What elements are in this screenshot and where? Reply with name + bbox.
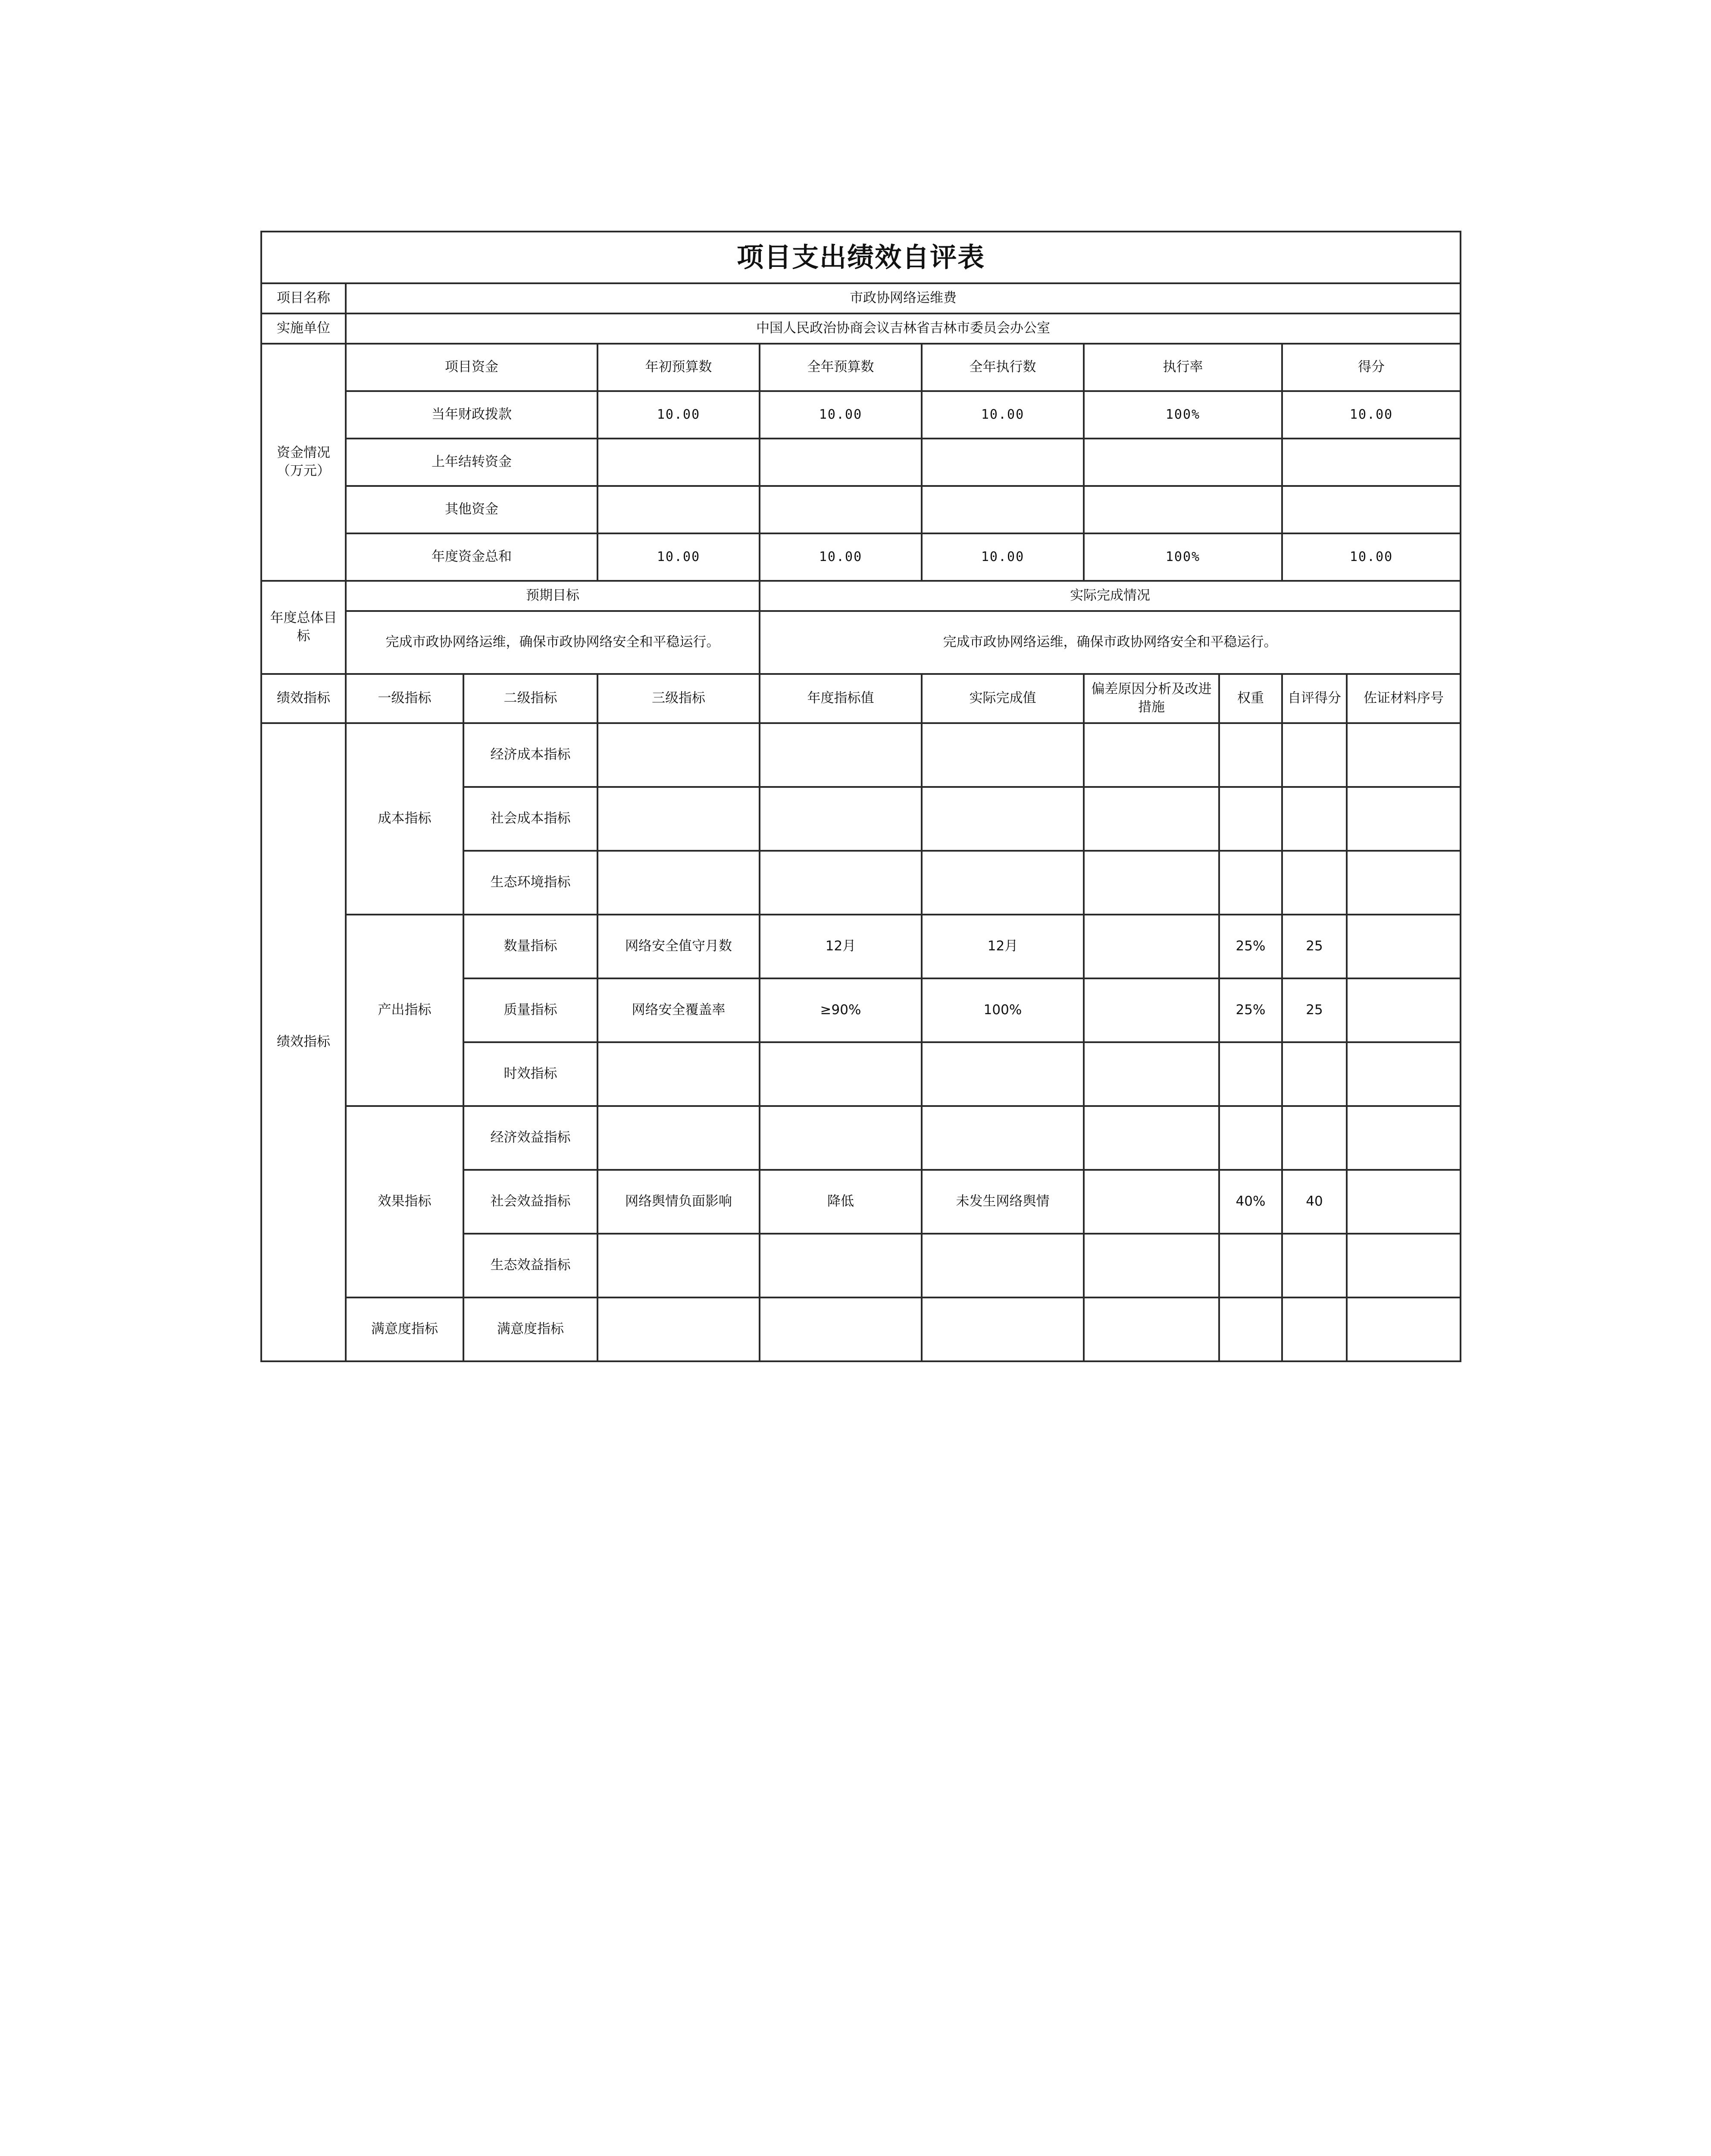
funds-cell: 10.00 [1282,391,1461,439]
indicator-actual: 未发生网络舆情 [922,1170,1084,1234]
table-title: 项目支出绩效自评表 [261,232,1461,283]
goals-expected-header: 预期目标 [346,581,760,611]
indicator-reason [1084,851,1219,915]
indicator-level1: 产出指标 [346,915,463,1106]
indicator-level3 [597,723,760,787]
indicator-level2: 生态环境指标 [463,851,597,915]
indicator-actual [922,1042,1084,1106]
funds-header-annual-budget: 全年预算数 [760,344,922,391]
funds-cell [597,439,760,486]
funds-row-label: 其他资金 [346,486,597,533]
indicator-evidence [1347,915,1461,978]
goals-label: 年度总体目标 [261,581,346,674]
indicator-level2: 数量指标 [463,915,597,978]
indicator-level1: 效果指标 [346,1106,463,1297]
indicator-header-actual: 实际完成值 [922,674,1084,723]
indicator-evidence [1347,851,1461,915]
indicator-level2: 满意度指标 [463,1297,597,1361]
indicator-header-self-score: 自评得分 [1282,674,1347,723]
indicator-header-category: 绩效指标 [261,674,346,723]
indicator-level3 [597,787,760,851]
indicator-evidence [1347,1106,1461,1170]
funds-cell: 100% [1084,391,1282,439]
funds-header-executed: 全年执行数 [922,344,1084,391]
indicator-evidence [1347,1234,1461,1297]
indicator-evidence [1347,1297,1461,1361]
indicator-level2: 生态效益指标 [463,1234,597,1297]
indicator-level2: 经济成本指标 [463,723,597,787]
indicator-level1: 成本指标 [346,723,463,915]
indicator-level2: 质量指标 [463,978,597,1042]
funds-cell [1084,439,1282,486]
indicator-score: 25 [1282,915,1347,978]
goals-expected-text: 完成市政协网络运维，确保市政协网络安全和平稳运行。 [346,611,760,674]
indicator-target [760,851,922,915]
indicator-level3: 网络安全值守月数 [597,915,760,978]
indicator-weight [1219,787,1282,851]
indicator-level3 [597,1297,760,1361]
funds-cell [922,439,1084,486]
project-name-label: 项目名称 [261,283,346,313]
funds-header-execution-rate: 执行率 [1084,344,1282,391]
funds-cell: 10.00 [922,533,1084,581]
goals-actual-header: 实际完成情况 [760,581,1461,611]
indicator-actual [922,787,1084,851]
indicator-score: 40 [1282,1170,1347,1234]
indicator-actual [922,851,1084,915]
performance-evaluation-table-container [260,231,1460,1360]
indicator-weight: 25% [1219,978,1282,1042]
indicator-level3 [597,1106,760,1170]
indicator-level3: 网络安全覆盖率 [597,978,760,1042]
indicator-header-target: 年度指标值 [760,674,922,723]
funds-cell: 10.00 [922,391,1084,439]
performance-evaluation-table [260,231,1461,1362]
indicator-level3 [597,1042,760,1106]
indicator-score [1282,1234,1347,1297]
funds-cell [1084,486,1282,533]
indicator-reason [1084,1297,1219,1361]
indicator-weight: 25% [1219,915,1282,978]
indicator-header-level2: 二级指标 [463,674,597,723]
indicator-header-level3: 三级指标 [597,674,760,723]
funds-cell [1282,439,1461,486]
indicator-header-weight: 权重 [1219,674,1282,723]
indicator-level2: 社会效益指标 [463,1170,597,1234]
indicator-weight: 40% [1219,1170,1282,1234]
funds-cell [1282,486,1461,533]
funds-cell [760,486,922,533]
funds-row-label: 当年财政拨款 [346,391,597,439]
indicator-reason [1084,1170,1219,1234]
indicator-weight [1219,1297,1282,1361]
funds-cell [597,486,760,533]
funds-cell [760,439,922,486]
indicator-header-evidence: 佐证材料序号 [1347,674,1461,723]
unit-value: 中国人民政治协商会议吉林省吉林市委员会办公室 [346,313,1461,344]
indicator-level3 [597,1234,760,1297]
indicator-target: ≥90% [760,978,922,1042]
indicator-target: 降低 [760,1170,922,1234]
indicator-reason [1084,1042,1219,1106]
indicator-actual: 12月 [922,915,1084,978]
indicator-actual: 100% [922,978,1084,1042]
indicator-weight [1219,723,1282,787]
indicator-reason [1084,1234,1219,1297]
funds-cell [922,486,1084,533]
indicator-reason [1084,787,1219,851]
indicator-level1: 满意度指标 [346,1297,463,1361]
indicator-score [1282,851,1347,915]
indicator-score [1282,787,1347,851]
indicator-score [1282,1106,1347,1170]
funds-cell: 10.00 [1282,533,1461,581]
goals-actual-text: 完成市政协网络运维，确保市政协网络安全和平稳运行。 [760,611,1461,674]
indicator-actual [922,1106,1084,1170]
indicator-weight [1219,851,1282,915]
indicator-score [1282,1042,1347,1106]
indicator-target [760,1106,922,1170]
funds-header-initial-budget: 年初预算数 [597,344,760,391]
funds-header-source: 项目资金 [346,344,597,391]
indicator-actual [922,1297,1084,1361]
indicator-target [760,1297,922,1361]
indicator-level3: 网络舆情负面影响 [597,1170,760,1234]
funds-cell: 100% [1084,533,1282,581]
indicator-header-level1: 一级指标 [346,674,463,723]
indicator-evidence [1347,1042,1461,1106]
funds-header-score: 得分 [1282,344,1461,391]
indicator-evidence [1347,787,1461,851]
funds-cell: 10.00 [597,391,760,439]
indicator-reason [1084,915,1219,978]
indicator-target [760,1234,922,1297]
funds-cell: 10.00 [760,533,922,581]
indicator-actual [922,723,1084,787]
indicator-evidence [1347,723,1461,787]
indicator-score [1282,1297,1347,1361]
indicator-target [760,787,922,851]
indicator-actual [922,1234,1084,1297]
indicator-score: 25 [1282,978,1347,1042]
indicator-target: 12月 [760,915,922,978]
indicator-target [760,723,922,787]
indicator-score [1282,723,1347,787]
indicator-level3 [597,851,760,915]
indicator-evidence [1347,1170,1461,1234]
indicator-reason [1084,1106,1219,1170]
indicator-reason [1084,978,1219,1042]
indicator-level2: 经济效益指标 [463,1106,597,1170]
indicator-level2: 社会成本指标 [463,787,597,851]
indicator-reason [1084,723,1219,787]
indicator-weight [1219,1234,1282,1297]
indicator-weight [1219,1042,1282,1106]
indicator-target [760,1042,922,1106]
indicator-side-label: 绩效指标 [261,723,346,1361]
funds-cell: 10.00 [760,391,922,439]
indicator-weight [1219,1106,1282,1170]
unit-label: 实施单位 [261,313,346,344]
indicator-level2: 时效指标 [463,1042,597,1106]
indicator-evidence [1347,978,1461,1042]
project-name-value: 市政协网络运维费 [346,283,1461,313]
funds-label: 资金情况（万元） [261,344,346,581]
funds-cell: 10.00 [597,533,760,581]
funds-row-label: 年度资金总和 [346,533,597,581]
indicator-header-deviation: 偏差原因分析及改进措施 [1084,674,1219,723]
funds-row-label: 上年结转资金 [346,439,597,486]
